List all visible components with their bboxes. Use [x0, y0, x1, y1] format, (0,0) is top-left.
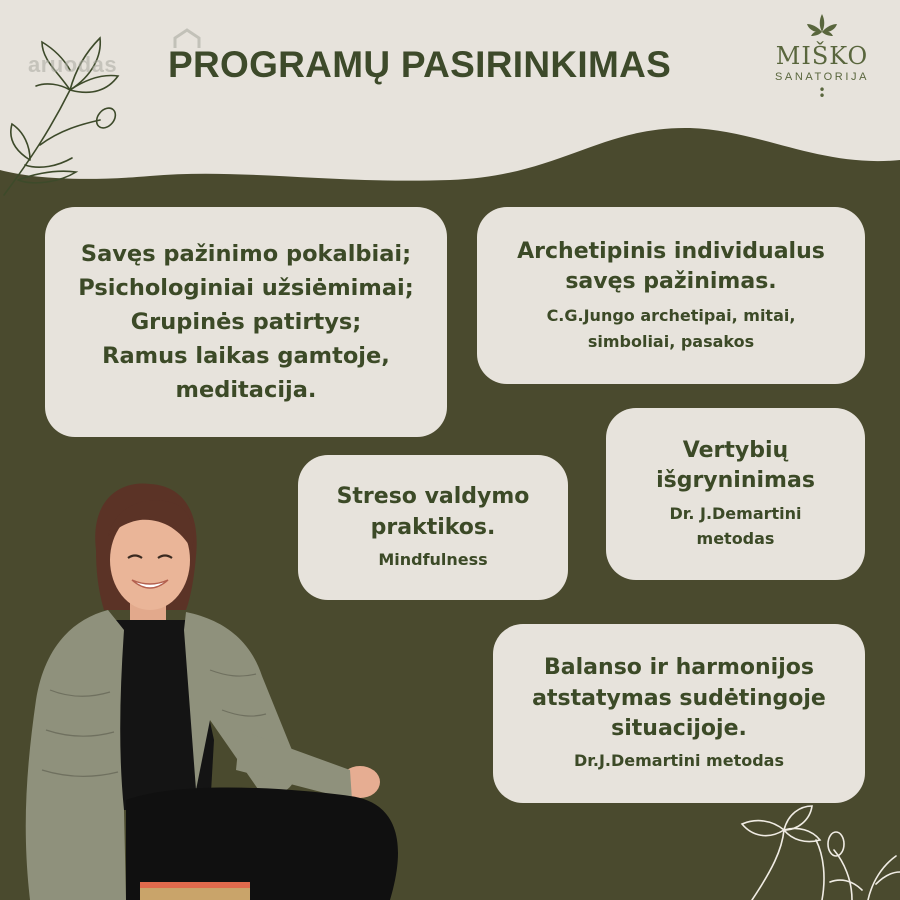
card-note-line: C.G.Jungo archetipai, mitai, [546, 306, 796, 326]
card-line: Ramus laikas gamtoje, [102, 343, 390, 370]
logo-name: MIŠKO [775, 42, 869, 70]
card-note-line: Dr.J.Demartini metodas [573, 751, 784, 771]
header-background [0, 0, 900, 230]
flower-corner-icon [712, 800, 900, 900]
card-note-line: Mindfulness [378, 550, 488, 570]
card-line: Vertybių [682, 438, 789, 464]
program-card-values [606, 408, 865, 580]
watermark: aruodas [28, 52, 118, 77]
card-line: meditacija. [175, 377, 317, 404]
program-card-balance [493, 624, 865, 803]
card-note-line: Dr. J.Demartini [669, 503, 802, 523]
card-line: atstatymas sudėtingoje [532, 685, 826, 711]
card-line: išgryninimas [656, 468, 815, 494]
card-line: praktikos. [370, 514, 496, 540]
flower-illustration-icon [0, 20, 130, 200]
page-title: PROGRAMŲ PASIRINKIMAS [168, 44, 672, 85]
card-line: Grupinės patirtys; [130, 308, 362, 335]
card-line: Balanso ir harmonijos [544, 655, 814, 681]
person-photo [0, 470, 470, 900]
card-line: Streso valdymo [336, 484, 530, 510]
brand-logo [772, 12, 872, 103]
program-card-self-knowledge [45, 207, 447, 437]
card-note [669, 501, 801, 552]
logo-dots: • • [818, 83, 826, 103]
card-note-line: metodas [696, 529, 775, 549]
card-line: situacijoje. [611, 715, 747, 741]
card-line: Archetipinis individualus [517, 238, 825, 264]
leaf-logo-icon [805, 12, 839, 38]
logo-subtitle: SANATORIJA [774, 71, 870, 83]
card-line: Savęs pažinimo pokalbiai; [80, 240, 412, 267]
card-note [547, 303, 796, 354]
card-note-line: simboliai, pasakos [587, 331, 755, 351]
program-card-archetypes [477, 207, 865, 384]
card-line: savęs pažinimas. [565, 268, 777, 294]
card-line: Psichologiniai užsiėmimai; [78, 274, 414, 301]
